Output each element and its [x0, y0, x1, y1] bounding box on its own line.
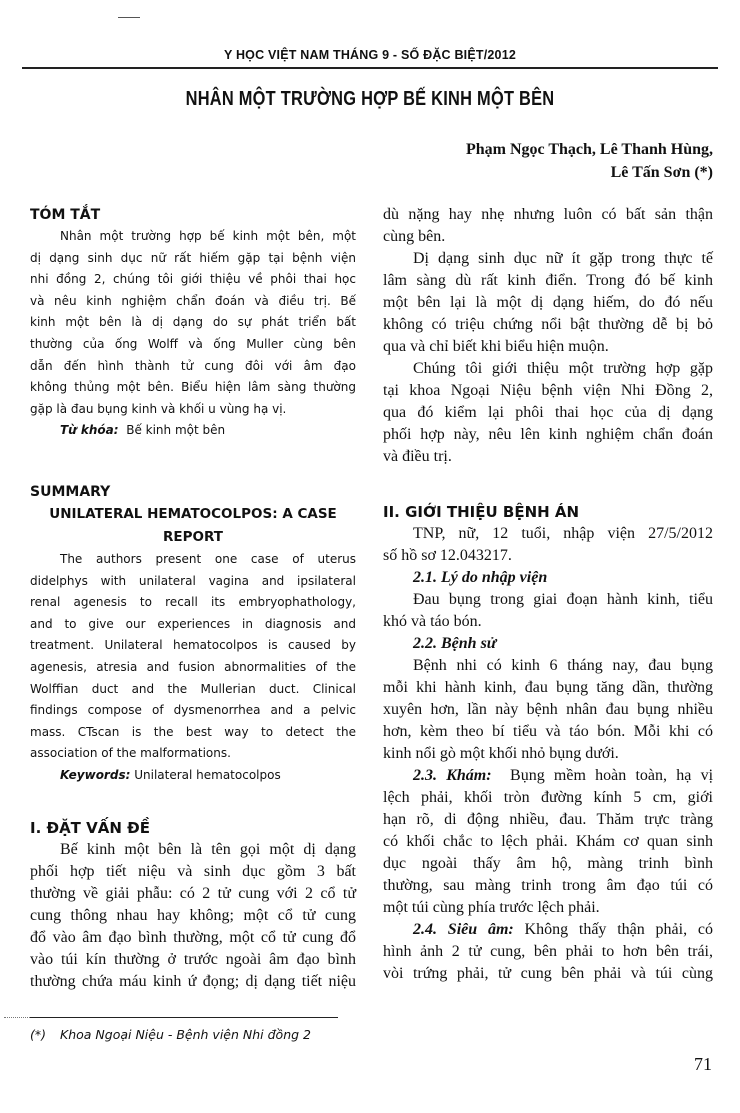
summary-english	[30, 481, 356, 787]
text-line: Wolffian duct and the Mullerian duct. Clinical	[30, 681, 356, 696]
text-line: agenesis, atresia and fusion abnormalities of the	[30, 659, 356, 674]
text-line: mass. CTscan is the best way to detect the	[30, 724, 356, 739]
abstract-vietnamese	[30, 204, 356, 442]
text-line: thường của ống Wolff và ống Muller cùng bên	[30, 336, 356, 351]
text-line: association of the malformations.	[30, 746, 231, 761]
subsection-first-line	[383, 765, 713, 787]
text-line: The authors present one case of uterus	[60, 552, 356, 566]
text-line: thường về giải phẫu: có 2 tử cung với 2 cổ tử	[30, 885, 356, 902]
text-line: và điều trị.	[383, 448, 452, 465]
article-title: NHÂN MỘT TRƯỜNG HỢP BẾ KINH MỘT BÊN	[185, 88, 555, 110]
keywords	[30, 765, 356, 787]
text-line: và nêu kinh nghiệm chẩn đoán và điều trị. Bế	[30, 293, 356, 308]
section-heading: SUMMARY	[30, 484, 111, 500]
body-paragraph	[383, 523, 713, 567]
text-line: phối hợp tiết niệu và sinh dục gồm 3 bất	[30, 863, 356, 880]
keywords-value: Bế kinh một bên	[126, 423, 226, 438]
keywords-value: Unilateral hematocolpos	[134, 767, 281, 782]
body-paragraph	[383, 655, 713, 765]
authors	[466, 138, 713, 184]
text-line: kinh nổi gò một khối nhỏ bụng dưới.	[383, 745, 619, 762]
footnote-marker: (*)	[30, 1027, 47, 1042]
text-line: phối hợp này, nêu lên kinh nghiệm chẩn đoán	[383, 426, 713, 443]
body-paragraph	[383, 941, 713, 985]
authors-line: Phạm Ngọc Thạch, Lê Thanh Hùng,	[465, 141, 713, 158]
body-paragraph	[30, 839, 356, 993]
text-line: renal agenesis to recall its embryophathology,	[30, 595, 356, 610]
text-line: vào túi kín thường ở trước ngoài âm đạo bình	[30, 951, 356, 968]
keywords	[30, 420, 356, 442]
scan-mark	[118, 17, 140, 18]
section-heading: I. ĐẶT VẤN ĐỀ	[30, 819, 150, 837]
footnote	[30, 1027, 311, 1042]
text-line: khó và táo bón.	[383, 613, 482, 630]
text-line: qua đó kiểm lại phôi thai học của dị dạng	[383, 404, 713, 421]
text-line: Không thấy thận phải, có	[524, 921, 713, 938]
header-rule	[22, 67, 718, 69]
body-paragraph	[383, 204, 713, 248]
text-line: and to give our experiences in diagnosis and	[30, 616, 356, 631]
text-line: findings compose of dysmenorrhea and a pelvic	[30, 703, 356, 718]
text-line: một túi cùng phía trước lệch phải.	[383, 899, 600, 916]
text-line: lệch phải, khối tròn đường kính 5 cm, giới	[383, 789, 713, 806]
text-line: số hồ sơ 12.043217.	[383, 547, 512, 564]
body-paragraph	[383, 787, 713, 919]
footnote-dots	[4, 1017, 30, 1018]
subsection-title: 2.1. Lý do nhập viện	[413, 569, 548, 586]
footnote-rule	[30, 1017, 338, 1018]
text-line: thường, sau màng trinh trong âm đạo túi có	[383, 877, 713, 894]
text-line: Nhân một trường hợp bế kinh một bên, một	[60, 229, 356, 243]
text-line: Bụng mềm hoàn toàn, hạ vị	[510, 767, 714, 784]
text-line: Bệnh nhi có kinh 6 tháng nay, đau bụng	[413, 657, 713, 674]
text-line: thường chứa máu kinh ứ đọng; dị dạng tiết niệu	[30, 973, 356, 990]
text-line: mỗi khi hành kinh, đau bụng tăng dần, thường	[383, 679, 713, 696]
page-number: 71	[694, 1054, 712, 1074]
text-line: cùng bên.	[383, 228, 446, 245]
text-line: Đau bụng trong giai đoạn hành kinh, tiểu	[413, 591, 713, 608]
text-line: có khối chắc to lệch phải. Khám cơ quan sinh	[383, 833, 713, 850]
subsection-first-line	[383, 919, 713, 941]
text-line: cung thông nhau hay không; một cổ tử cung	[30, 907, 356, 924]
text-line: nhi đồng 2, chúng tôi giới thiệu về phôi thai học	[30, 272, 356, 287]
text-line: lâm sàng dù rất kinh điển. Trong đó bế kinh	[383, 272, 713, 289]
text-line: Bế kinh một bên là tên gọi một dị dạng	[60, 841, 356, 858]
right-column	[383, 204, 713, 985]
text-line: didelphys with unilateral vagina and ipsilateral	[30, 573, 356, 588]
text-line: treatment. Unilateral hematocolpos is caused by	[30, 638, 356, 653]
text-line: hạn rõ, di động nhiều, đau. Thăm trực tràng	[383, 811, 713, 828]
text-line: Chúng tôi giới thiệu một trường hợp gặp	[413, 360, 713, 377]
summary-title: UNILATERAL HEMATOCOLPOS: A CASE	[49, 506, 337, 522]
text-line: tại khoa Ngoại Niệu bệnh viện Nhi Đồng 2,	[383, 382, 713, 399]
text-line: một bên lại là một dị dạng hiếm, do đó nếu	[383, 294, 713, 311]
text-line: qua và chỉ biết khi biểu hiện muộn.	[383, 338, 609, 355]
text-line: hình ảnh 2 tử cung, bên phải to hơn bên trái,	[383, 943, 713, 960]
summary-title: REPORT	[163, 529, 223, 545]
text-line: kinh một bên là dị dạng do sự phát triển bất	[30, 315, 356, 330]
keywords-label: Từ khóa:	[60, 423, 119, 438]
body-paragraph	[383, 248, 713, 358]
keywords-label: Keywords:	[60, 767, 131, 782]
text-line: gặp là đau bụng kinh và khối u vùng hạ vị.	[30, 401, 287, 416]
subsection-title: 2.2. Bệnh sử	[413, 635, 497, 652]
subsection-title: 2.4. Siêu âm:	[413, 921, 514, 938]
footnote-text: Khoa Ngoại Niệu - Bệnh viện Nhi đồng 2	[60, 1027, 311, 1042]
running-header: Y HỌC VIỆT NAM THÁNG 9 - SỐ ĐẶC BIỆT/2012	[223, 48, 517, 62]
summary-paragraph	[30, 549, 356, 765]
text-line: dẫn đến hình thành tử cung đôi với âm đạo	[30, 358, 356, 373]
body-paragraph	[383, 589, 713, 633]
text-line: không có triệu chứng nổi bật thường dễ bị bỏ	[383, 316, 713, 333]
text-line: dục ngoài thấy âm hộ, màng trinh bình	[383, 855, 713, 872]
text-line: vòi trứng phải, tử cung bên phải và túi cùng	[383, 965, 713, 982]
text-line: xuyên hơn, lần này bệnh nhân đau bụng nhiều	[383, 701, 713, 718]
text-line: đổ vào âm đạo bình thường, một cổ tử cung đổ	[30, 929, 356, 946]
section-introduction	[30, 817, 356, 993]
subsection-title: 2.3. Khám:	[413, 767, 492, 784]
text-line: dị dạng sinh dục nữ rất hiếm gặp tại bệnh viện	[30, 250, 356, 265]
body-paragraph	[383, 358, 713, 468]
text-line: không thủng một bên. Biểu hiện lâm sàng thường	[30, 380, 356, 395]
text-line: dù nặng hay nhẹ nhưng luôn có bất sản thận	[383, 206, 713, 223]
authors-line: Lê Tấn Sơn (*)	[610, 164, 713, 181]
section-heading: TÓM TẮT	[30, 207, 101, 223]
text-line: Dị dạng sinh dục nữ ít gặp trong thực tế	[413, 250, 713, 267]
abstract-paragraph	[30, 226, 356, 420]
text-line: TNP, nữ, 12 tuổi, nhập viện 27/5/2012	[413, 525, 713, 542]
section-heading: II. GIỚI THIỆU BỆNH ÁN	[383, 503, 580, 521]
text-line: hơn, kèm theo bí tiểu và táo bón. Mỗi khi có	[383, 723, 713, 740]
